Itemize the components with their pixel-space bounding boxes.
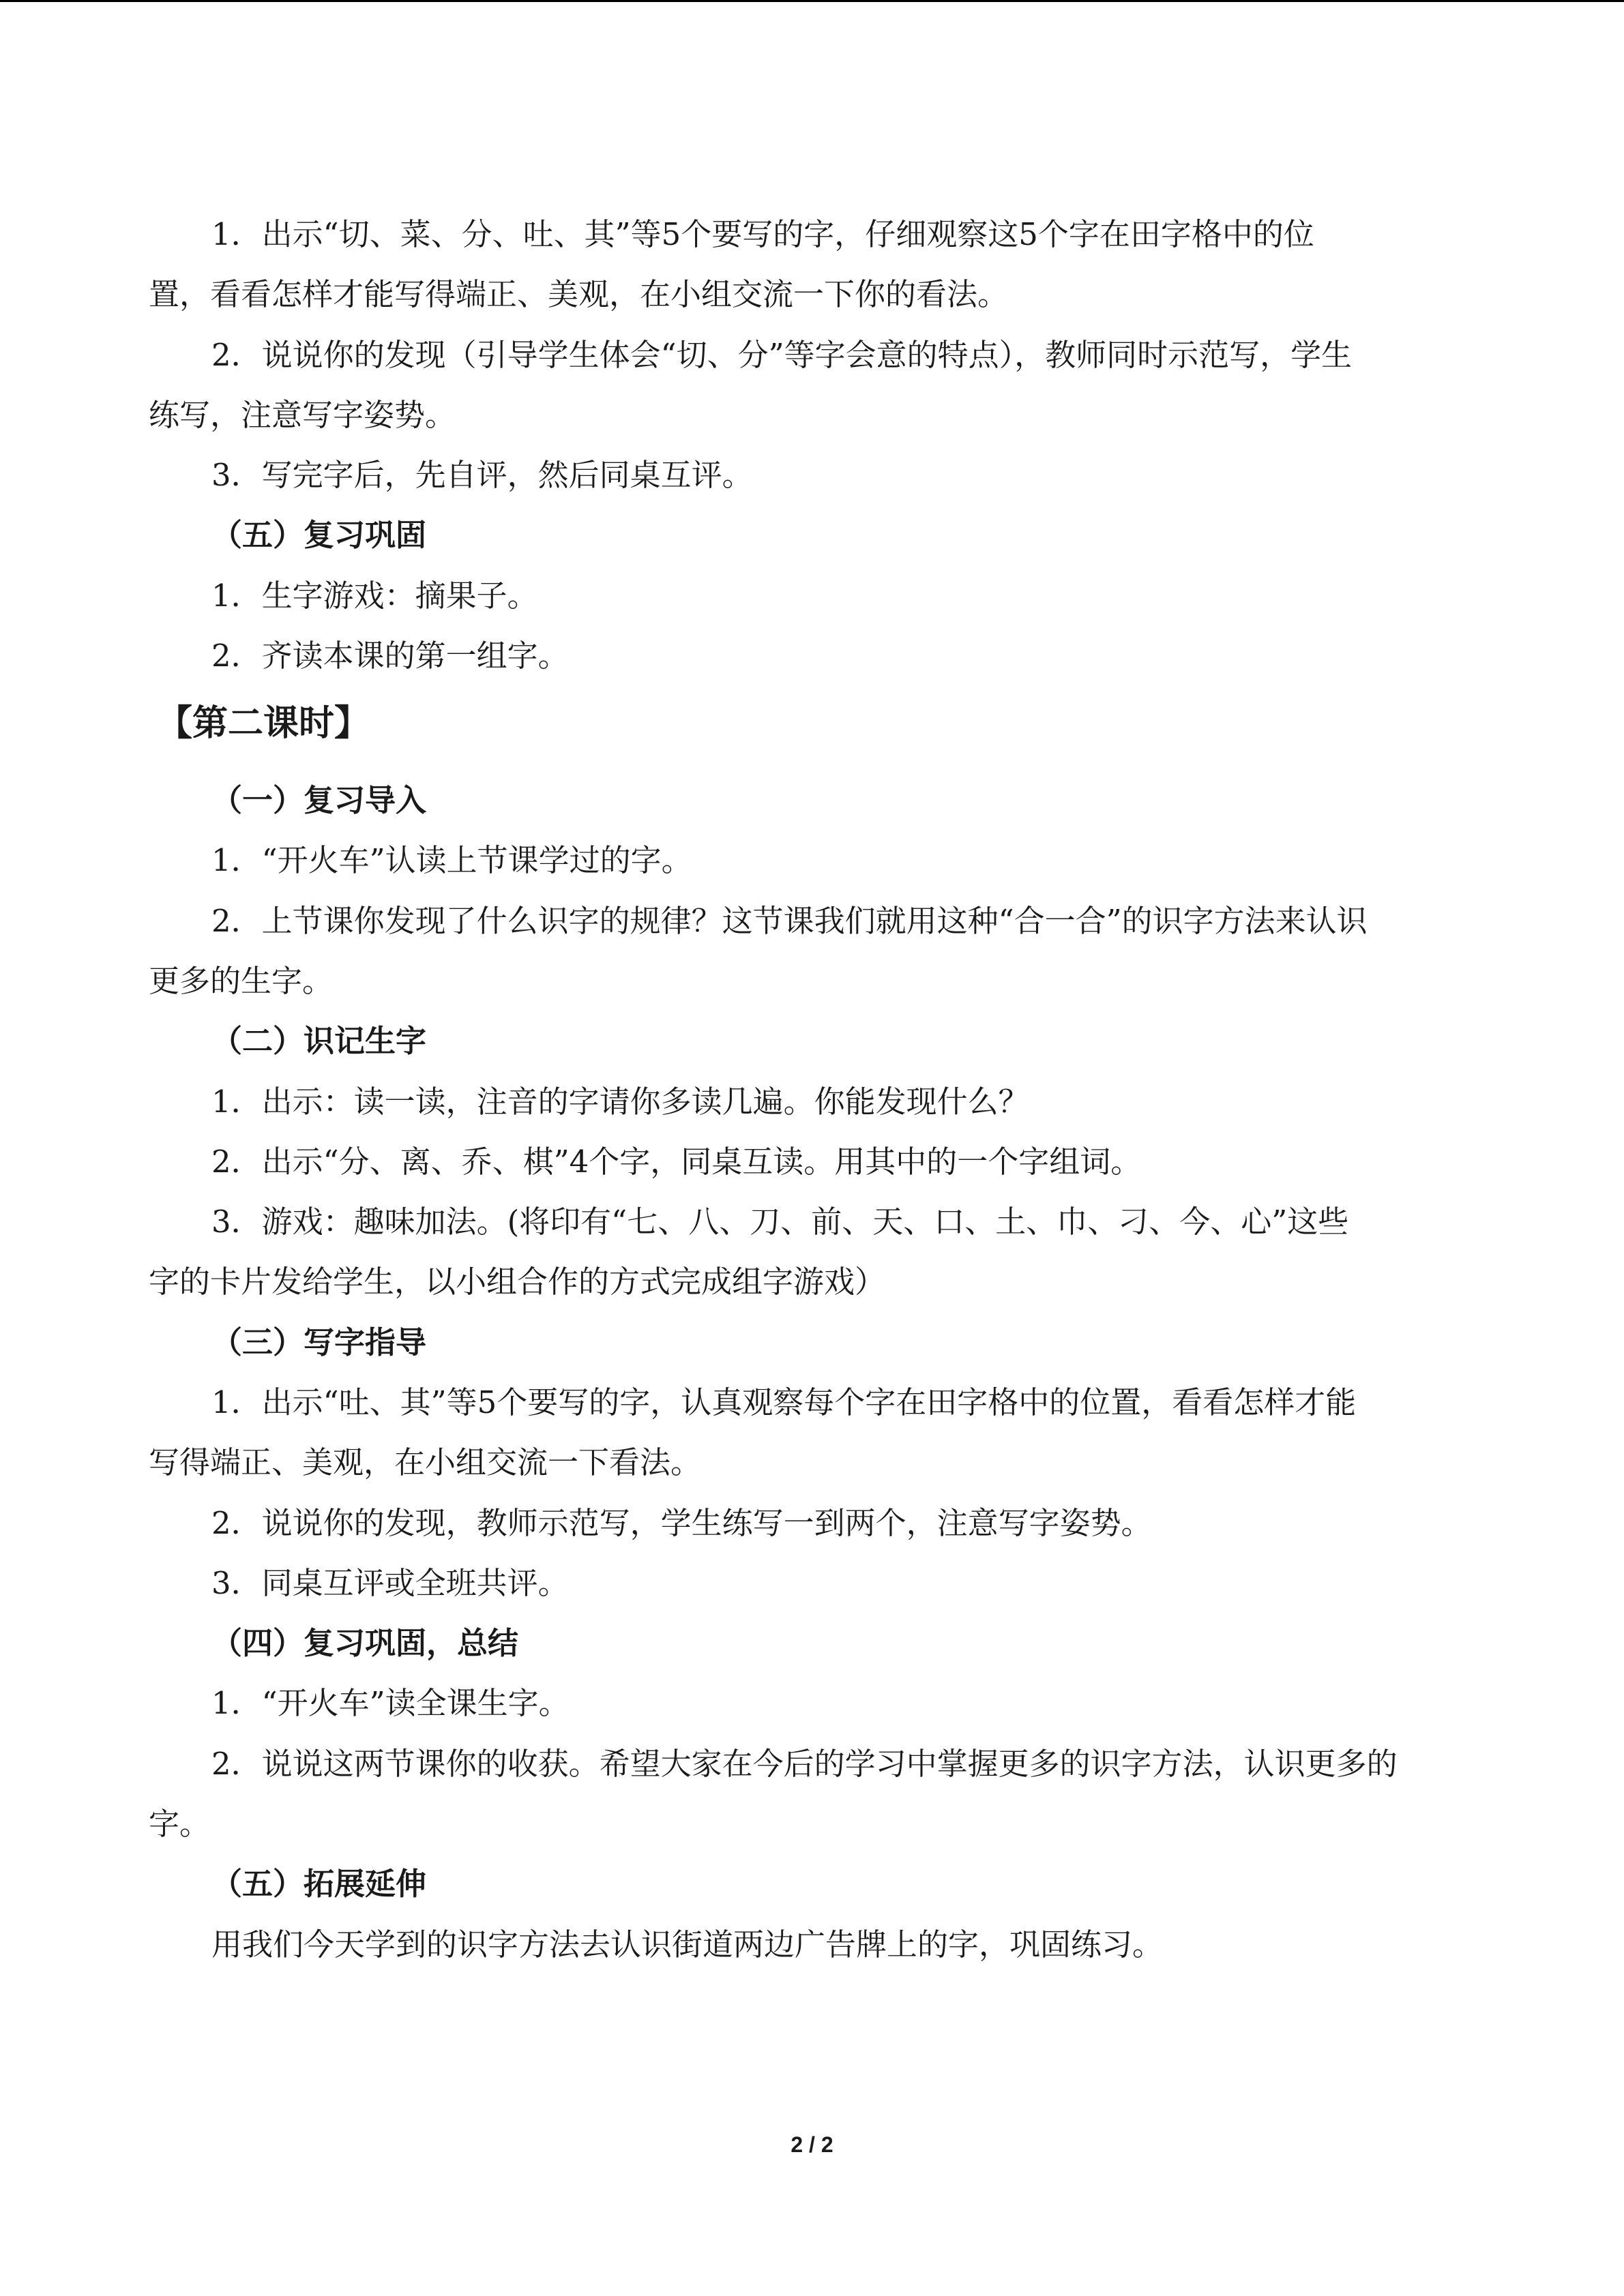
paragraph-line: 1．生字游戏：摘果子。 [211, 578, 538, 614]
paragraph-line: 1．出示：读一读，注音的字请你多读几遍。你能发现什么？ [211, 1084, 1029, 1120]
paragraph-line: 字的卡片发给学生，以小组合作的方式完成组字游戏） [149, 1264, 886, 1300]
paragraph-line: 3．写完字后，先自评，然后同桌互评。 [211, 457, 753, 493]
paragraph-line: 2．说说这两节课你的收获。希望大家在今后的学习中掌握更多的识字方法，认识更多的 [211, 1746, 1398, 1782]
section-heading: （三）写字指导 [211, 1324, 427, 1360]
paragraph-line: 1．出示“切、菜、分、吐、其”等5个要写的字，仔细观察这5个字在田字格中的位 [211, 216, 1314, 252]
paragraph-line: 置，看看怎样才能写得端正、美观，在小组交流一下你的看法。 [149, 276, 1009, 312]
section-heading: （五）拓展延伸 [211, 1866, 427, 1902]
paragraph-line: 2．齐读本课的第一组字。 [211, 638, 569, 674]
paragraph-line: 2．说说你的发现，教师示范写，学生练写一到两个，注意写字姿势。 [211, 1505, 1152, 1541]
paragraph-line: 1．“开火车”认读上节课学过的字。 [211, 842, 692, 878]
paragraph-line: 1．出示“吐、其”等5个要写的字，认真观察每个字在田字格中的位置，看看怎样才能 [211, 1384, 1357, 1420]
paragraph-line: 字。 [149, 1806, 211, 1842]
paragraph-line: 3．游戏：趣味加法。(将印有“七、八、刀、前、天、口、土、巾、刁、今、心”这些 [211, 1204, 1349, 1240]
section-heading: （一）复习导入 [211, 782, 427, 818]
paragraph-line: 更多的生字。 [149, 963, 334, 999]
paragraph-line: 2．上节课你发现了什么识字的规律？这节课我们就用这种“合一合”的识字方法来认识 [211, 903, 1368, 939]
paragraph-line: 练写，注意写字姿势。 [149, 397, 456, 433]
paragraph-line: 1．“开火车”读全课生字。 [211, 1685, 570, 1721]
section-heading: （五）复习巩固 [211, 517, 427, 553]
paragraph-line: 3．同桌互评或全班共评。 [211, 1565, 569, 1601]
paragraph-line: 用我们今天学到的识字方法去认识街道两边广告牌上的字，巩固练习。 [211, 1926, 1164, 1963]
section-heading: （四）复习巩固，总结 [211, 1625, 519, 1661]
paragraph-line: 写得端正、美观，在小组交流一下看法。 [149, 1444, 702, 1480]
lesson-heading: 【第二课时】 [157, 702, 370, 744]
paragraph-line: 2．说说你的发现（引导学生体会“切、分”等字会意的特点），教师同时示范写，学生 [211, 337, 1353, 373]
top-border [0, 0, 1624, 2]
page-number: 2 / 2 [791, 2132, 833, 2157]
section-heading: （二）识记生字 [211, 1023, 427, 1059]
paragraph-line: 2．出示“分、离、乔、棋”4个字，同桌互读。用其中的一个字组词。 [211, 1144, 1142, 1180]
